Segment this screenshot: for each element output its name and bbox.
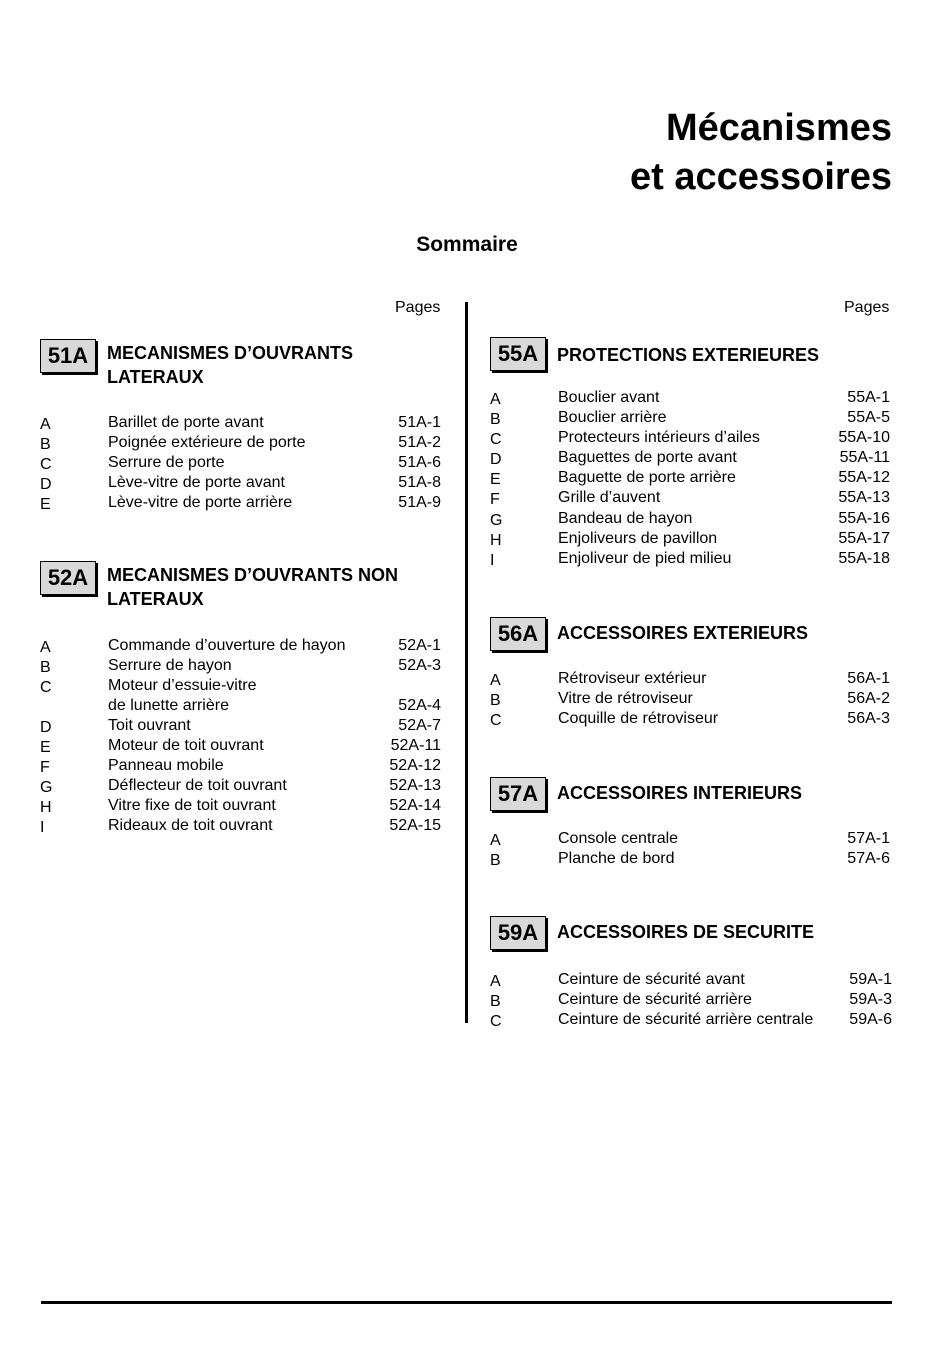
- section-code-56A: 56A: [490, 617, 546, 651]
- toc-item[interactable]: [40, 656, 441, 676]
- toc-item[interactable]: [490, 709, 890, 729]
- item-letter: C: [40, 679, 52, 696]
- item-letter: E: [40, 739, 51, 756]
- item-page: 59A-6: [849, 1011, 892, 1028]
- section-title-line: LATERAUX: [107, 589, 204, 609]
- item-page: 55A-18: [838, 550, 890, 567]
- item-page: 55A-10: [838, 429, 890, 446]
- item-label: Lève-vitre de porte arrière: [108, 494, 293, 511]
- item-page: 52A-4: [398, 697, 441, 714]
- item-label: Bouclier avant: [558, 389, 660, 406]
- toc-item[interactable]: [40, 776, 441, 796]
- section-code-55A: 55A: [490, 337, 546, 371]
- item-page: 52A-7: [398, 717, 441, 734]
- item-letter: H: [40, 799, 52, 816]
- section-code-52A: 52A: [40, 561, 96, 595]
- item-page: 51A-8: [398, 474, 441, 491]
- item-letter: D: [490, 451, 502, 468]
- toc-item[interactable]: [490, 509, 890, 529]
- item-page: 52A-1: [398, 637, 441, 654]
- toc-item[interactable]: [40, 816, 441, 836]
- item-label: Serrure de porte: [108, 454, 225, 471]
- item-label: Moteur de toit ouvrant: [108, 737, 264, 754]
- item-page: 55A-11: [839, 449, 890, 466]
- item-label: Baguette de porte arrière: [558, 469, 736, 486]
- item-label: Console centrale: [558, 830, 679, 847]
- pages-label-left: Pages: [395, 299, 441, 316]
- toc-item[interactable]: [490, 408, 890, 428]
- item-letter: A: [490, 391, 501, 408]
- item-letter: E: [490, 471, 501, 488]
- item-page: 55A-1: [847, 389, 890, 406]
- item-page: 52A-12: [389, 757, 441, 774]
- page-title-line-1: Mécanismes: [665, 107, 892, 149]
- item-page: 56A-3: [847, 710, 890, 727]
- item-letter: A: [40, 416, 51, 433]
- section-title-59A: ACCESSOIRES DE SECURITE: [557, 922, 815, 942]
- item-page: 51A-1: [398, 414, 441, 431]
- item-letter: H: [490, 532, 502, 549]
- item-letter: F: [490, 491, 500, 508]
- toc-item[interactable]: [490, 488, 890, 508]
- item-label: Moteur d’essuie-vitre: [108, 677, 257, 694]
- item-label: Protecteurs intérieurs d’ailes: [558, 429, 760, 446]
- page-subtitle: Sommaire: [416, 233, 518, 256]
- item-letter: C: [40, 456, 52, 473]
- item-letter: G: [490, 512, 503, 529]
- toc-item[interactable]: [40, 413, 441, 433]
- item-label: de lunette arrière: [108, 697, 229, 714]
- toc-item[interactable]: [40, 756, 441, 776]
- toc-item[interactable]: [40, 493, 441, 513]
- item-letter: A: [40, 639, 51, 656]
- item-letter: B: [490, 692, 501, 709]
- item-label: Grille d’auvent: [558, 489, 661, 506]
- item-letter: B: [490, 993, 501, 1010]
- item-label: Barillet de porte avant: [108, 414, 264, 431]
- item-label: Toit ouvrant: [108, 717, 191, 734]
- item-page: 55A-12: [838, 469, 890, 486]
- item-page: 57A-6: [847, 850, 890, 867]
- toc-item[interactable]: [40, 736, 441, 756]
- page-title-line-2: et accessoires: [630, 156, 892, 198]
- item-label: Planche de bord: [558, 850, 675, 867]
- section-code-57A: 57A: [490, 777, 546, 811]
- item-label: Ceinture de sécurité arrière: [558, 991, 752, 1008]
- page-title: [630, 104, 892, 202]
- toc-item[interactable]: [490, 849, 890, 869]
- section-title-55A: PROTECTIONS EXTERIEURES: [557, 345, 820, 365]
- toc-item[interactable]: [490, 1010, 892, 1030]
- item-page: 57A-1: [847, 830, 890, 847]
- toc-item[interactable]: [40, 796, 441, 816]
- item-label: Ceinture de sécurité arrière centrale: [558, 1011, 814, 1028]
- pages-label-right: Pages: [844, 299, 890, 316]
- toc-item[interactable]: [490, 529, 890, 549]
- section-title-line: LATERAUX: [107, 367, 204, 387]
- toc-item[interactable]: [490, 669, 890, 689]
- column-divider: [465, 302, 468, 1023]
- item-label: Bandeau de hayon: [558, 510, 693, 527]
- item-letter: C: [490, 712, 502, 729]
- item-label: Déflecteur de toit ouvrant: [108, 777, 287, 794]
- toc-item[interactable]: [40, 716, 441, 736]
- toc-item[interactable]: [490, 829, 890, 849]
- item-letter: G: [40, 779, 53, 796]
- item-label: Rétroviseur extérieur: [558, 670, 707, 687]
- item-letter: B: [490, 852, 501, 869]
- toc-item[interactable]: [490, 428, 890, 448]
- section-title-52A: [107, 563, 398, 611]
- item-letter: D: [40, 476, 52, 493]
- toc-item[interactable]: [40, 473, 441, 493]
- item-page: 52A-14: [389, 797, 441, 814]
- item-label: Baguettes de porte avant: [558, 449, 737, 466]
- item-label: Panneau mobile: [108, 757, 224, 774]
- section-title-line: MECANISMES D’OUVRANTS NON: [107, 565, 399, 585]
- toc-item[interactable]: [40, 636, 441, 656]
- item-page: 51A-9: [398, 494, 441, 511]
- item-label: Commande d’ouverture de hayon: [108, 637, 346, 654]
- item-label: Poignée extérieure de porte: [108, 434, 306, 451]
- item-label: Rideaux de toit ouvrant: [108, 817, 273, 834]
- item-letter: A: [490, 672, 501, 689]
- item-letter: B: [40, 659, 51, 676]
- item-label: Vitre de rétroviseur: [558, 690, 693, 707]
- toc-item[interactable]: [490, 689, 890, 709]
- item-letter: I: [40, 819, 45, 836]
- item-page: 56A-1: [847, 670, 890, 687]
- item-letter: D: [40, 719, 52, 736]
- item-letter: A: [490, 832, 501, 849]
- item-page: 52A-11: [390, 737, 441, 754]
- toc-item[interactable]: [490, 549, 890, 569]
- toc-item[interactable]: [490, 970, 892, 990]
- toc-item[interactable]: [490, 388, 890, 408]
- section-title-51A: [107, 341, 353, 389]
- section-title-line: MECANISMES D’OUVRANTS: [107, 343, 354, 363]
- section-code-59A: 59A: [490, 916, 546, 950]
- item-page: 51A-6: [398, 454, 441, 471]
- item-letter: E: [40, 496, 51, 513]
- item-letter: I: [490, 552, 495, 569]
- item-page: 55A-13: [838, 489, 890, 506]
- item-letter: C: [490, 1013, 502, 1030]
- item-label: Vitre fixe de toit ouvrant: [108, 797, 276, 814]
- item-letter: B: [490, 411, 501, 428]
- item-page: 55A-5: [847, 409, 890, 426]
- item-letter: C: [490, 431, 502, 448]
- section-title-56A: ACCESSOIRES EXTERIEURS: [557, 623, 809, 643]
- item-label: Enjoliveurs de pavillon: [558, 530, 718, 547]
- toc-item[interactable]: [40, 453, 441, 473]
- item-label: Bouclier arrière: [558, 409, 667, 426]
- bottom-rule: [41, 1301, 892, 1304]
- item-page: 59A-3: [849, 991, 892, 1008]
- item-label: Coquille de rétroviseur: [558, 710, 719, 727]
- item-page: 55A-16: [838, 510, 890, 527]
- item-page: 52A-13: [389, 777, 441, 794]
- item-label: Lève-vitre de porte avant: [108, 474, 285, 491]
- item-page: 51A-2: [398, 434, 441, 451]
- toc-item[interactable]: [40, 676, 441, 696]
- item-page: 52A-3: [398, 657, 441, 674]
- toc-item[interactable]: [490, 990, 892, 1010]
- item-page: 59A-1: [849, 971, 892, 988]
- item-letter: B: [40, 436, 51, 453]
- section-code-51A: 51A: [40, 339, 96, 373]
- item-page: 55A-17: [838, 530, 890, 547]
- item-page: 52A-15: [389, 817, 441, 834]
- toc-item[interactable]: [490, 468, 890, 488]
- item-label: Serrure de hayon: [108, 657, 232, 674]
- toc-item[interactable]: [40, 696, 441, 716]
- item-letter: A: [490, 973, 501, 990]
- toc-item[interactable]: [40, 433, 441, 453]
- item-letter: F: [40, 759, 50, 776]
- item-page: 56A-2: [847, 690, 890, 707]
- item-label: Enjoliveur de pied milieu: [558, 550, 732, 567]
- section-title-57A: ACCESSOIRES INTERIEURS: [557, 783, 803, 803]
- item-label: Ceinture de sécurité avant: [558, 971, 745, 988]
- toc-item[interactable]: [490, 448, 890, 468]
